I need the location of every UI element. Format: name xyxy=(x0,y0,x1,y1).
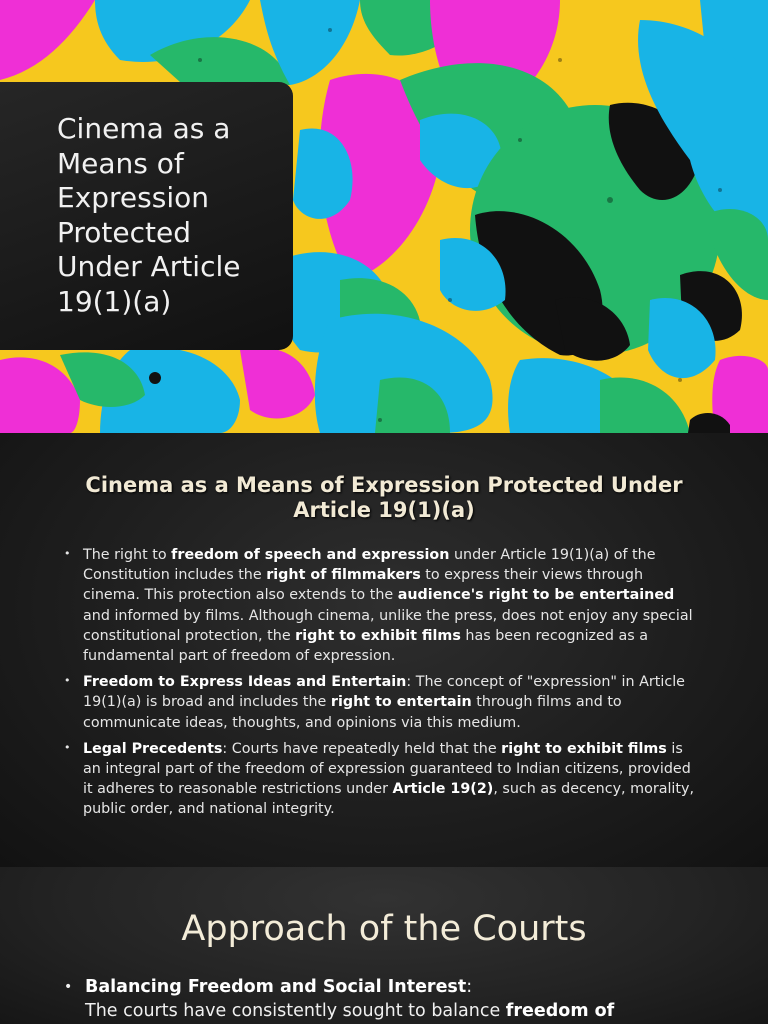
text-run: and informed by films. Although cinema, unlike the press, does not enjoy any special constitutional protection, the xyxy=(83,607,693,644)
text-run: , such as decency, morality, public order, and national integrity. xyxy=(83,781,695,818)
bold-text: freedom of speech and expression xyxy=(171,547,450,563)
text-run: The courts have consistently sought to balance xyxy=(85,1001,506,1021)
slide-heading: Approach of the Courts xyxy=(181,909,587,949)
title-box xyxy=(0,82,293,350)
text-run: is an integral part of the freedom of expression guaranteed to Indian citizens, provided it adheres to reasonable restrictions under xyxy=(83,740,691,798)
slide-heading: Cinema as a Means of Expression Protected Under Article 19(1)(a) xyxy=(85,473,683,522)
text-run: has been recognized as a fundamental part of freedom of expression. xyxy=(83,627,648,665)
title-slide xyxy=(0,0,768,433)
text-run: : The concept of "expression" in Article 19(1)(a) is broad and includes the xyxy=(83,674,685,711)
bullet-item xyxy=(64,975,704,1023)
text-run: : Courts have repeatedly held that the xyxy=(222,740,502,757)
bold-text: right to entertain xyxy=(330,694,472,711)
bold-text: right of filmmakers xyxy=(266,567,421,584)
text-run: through films and to communicate ideas, thoughts, and opinions via this medium. xyxy=(83,694,622,731)
bold-text: right to exhibit films xyxy=(501,740,667,757)
bold-text: audience's right to be entertained xyxy=(397,587,675,604)
bold-text: Legal Precedents xyxy=(83,740,223,757)
bold-text: Balancing Freedom and Social Interest xyxy=(85,977,467,997)
bullet-list xyxy=(0,545,768,820)
courts-slide xyxy=(0,867,768,1024)
bullet-item xyxy=(64,739,704,820)
bold-text: freedom of xyxy=(505,1001,615,1021)
text-run: under Article 19(1)(a) of the Constitution includes the xyxy=(83,547,656,584)
text-run: The right to xyxy=(83,547,172,563)
slide-title: Cinema as a Means of Expression Protected Under Article 19(1)(a) xyxy=(57,112,241,318)
bullet-item xyxy=(64,545,704,666)
bold-text: right to exhibit films xyxy=(295,627,461,644)
text-run: : xyxy=(466,977,473,997)
bullet-list xyxy=(0,975,768,1023)
bold-text: Article 19(2) xyxy=(392,781,494,798)
text-run: to express their views through cinema. This protection also extends to the xyxy=(83,567,644,604)
bullet-item xyxy=(64,672,704,733)
bold-text: Freedom to Express Ideas and Entertain xyxy=(83,674,407,691)
content-slide xyxy=(0,433,768,867)
